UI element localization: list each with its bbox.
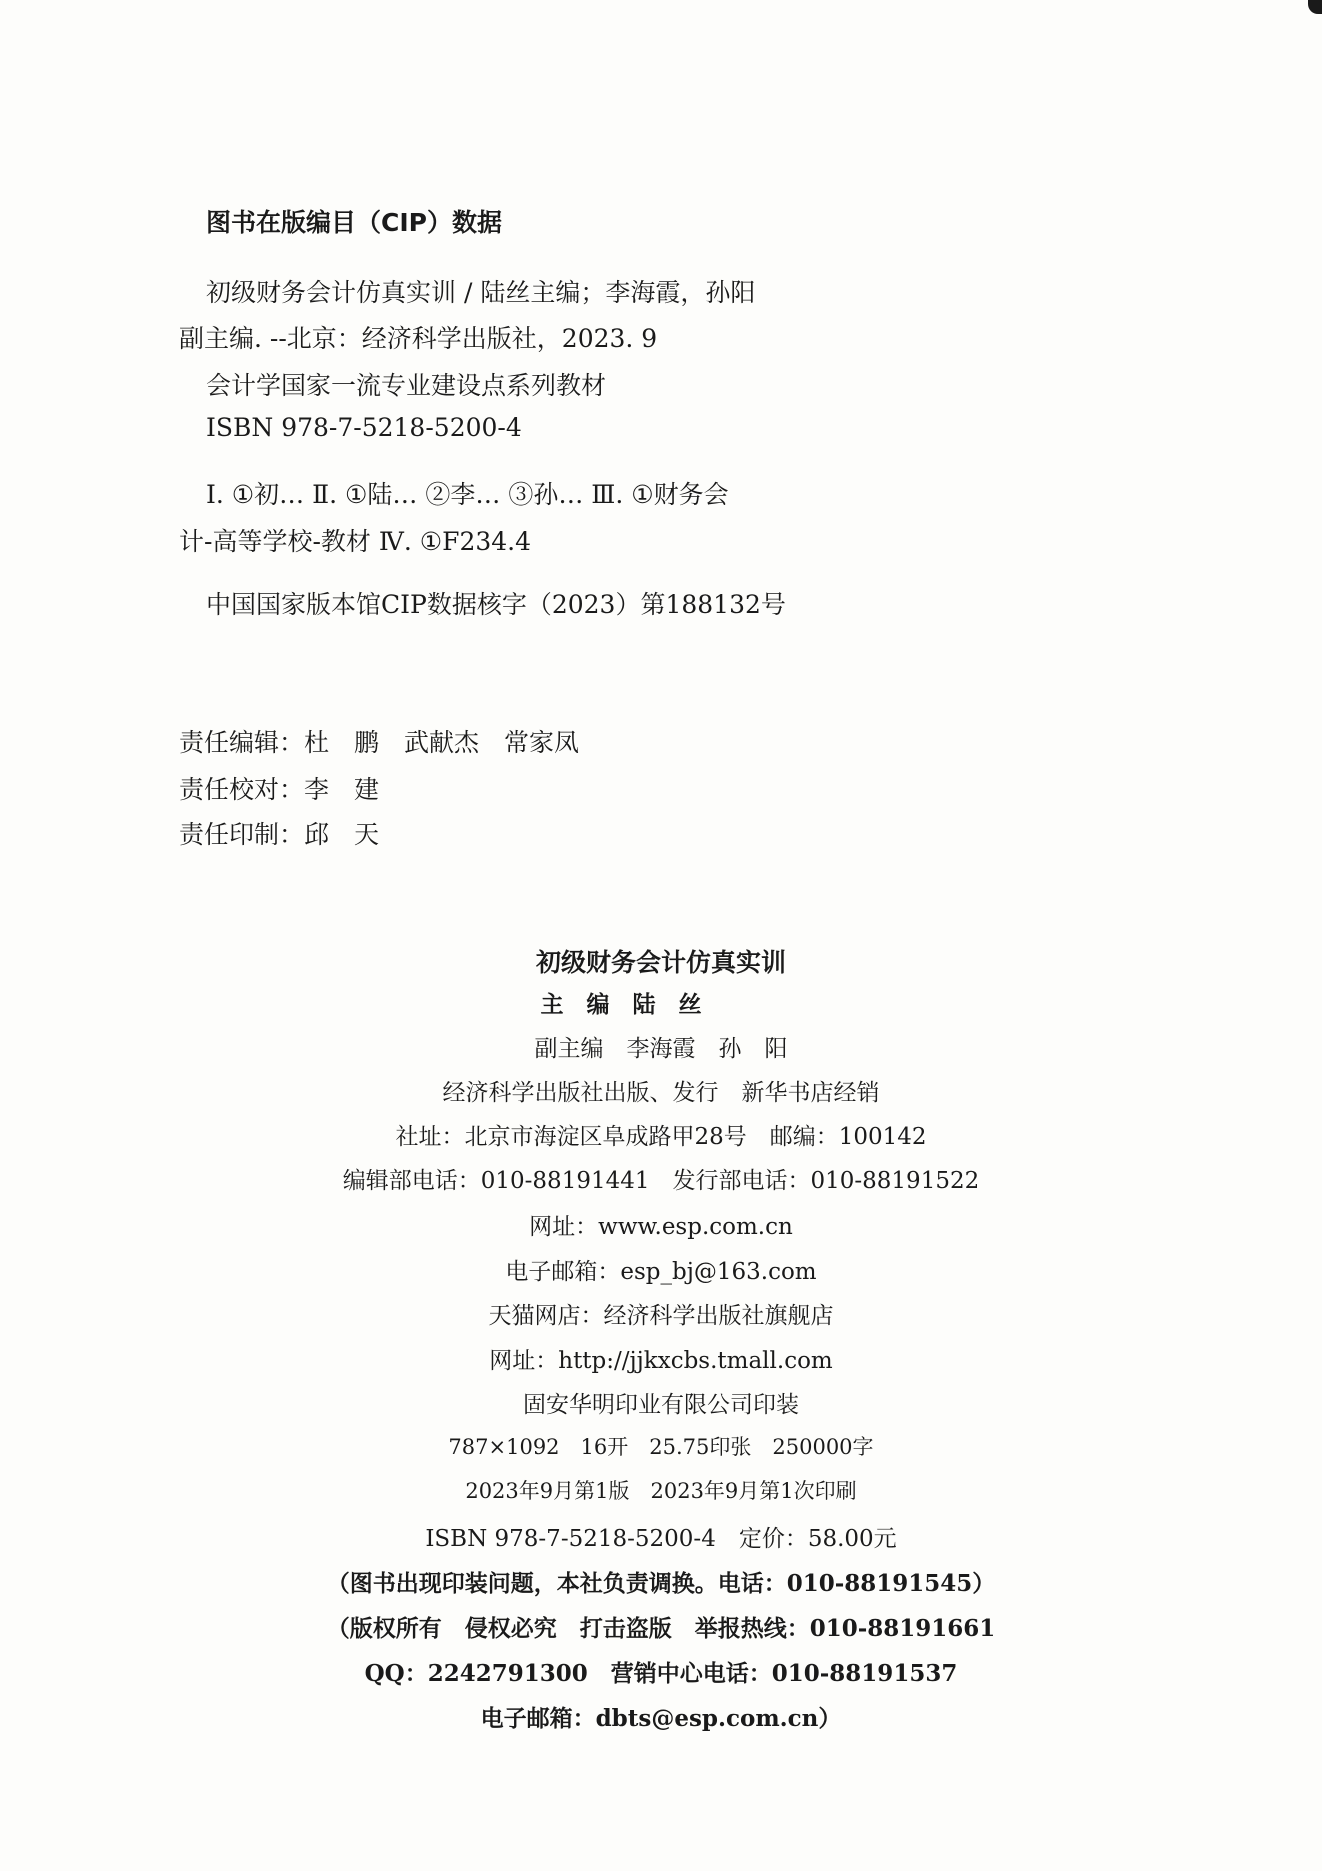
colophon-website: 网址：www.esp.com.cn (529, 1214, 793, 1240)
colophon-publisher: 经济科学出版社出版、发行 新华书店经销 (442, 1080, 880, 1106)
cip-line-title: 初级财务会计仿真实训 / 陆丝主编；李海霞，孙阳 (206, 278, 756, 307)
credit-editors: 责任编辑：杜 鹏 武献杰 常家凤 (179, 728, 580, 757)
colophon-format: 787×1092 16开 25.75印张 250000字 (448, 1435, 874, 1459)
colophon-notice-printing: （图书出现印装问题，本社负责调换。电话：010-88191545） (326, 1570, 996, 1597)
cip-heading: 图书在版编目（CIP）数据 (206, 208, 502, 237)
colophon-book-title: 初级财务会计仿真实训 (535, 948, 786, 977)
cip-line-isbn: ISBN 978-7-5218-5200-4 (206, 413, 522, 442)
colophon-notice-copyright: （版权所有 侵权必究 打击盗版 举报热线：010-88191661 (326, 1615, 996, 1642)
colophon-notice-email: 电子邮箱：dbts@esp.com.cn） (480, 1705, 842, 1732)
cip-line-subjects: Ⅰ. ①初… Ⅱ. ①陆… ②李… ③孙… Ⅲ. ①财务会 (206, 480, 729, 509)
colophon-chief-editor: 主 编 陆 丝 (540, 991, 702, 1018)
colophon-deputy-editors: 副主编 李海霞 孙 阳 (534, 1036, 788, 1062)
colophon-edition: 2023年9月第1版 2023年9月第1次印刷 (465, 1479, 857, 1503)
cip-line-series: 会计学国家一流专业建设点系列教材 (206, 371, 607, 400)
cip-line-subjects-cont: 计-高等学校-教材 Ⅳ. ①F234.4 (179, 527, 532, 556)
colophon-notice-qq: QQ：2242791300 营销中心电话：010-88191537 (364, 1660, 958, 1687)
cip-line-record-number: 中国国家版本馆CIP数据核字（2023）第188132号 (206, 590, 786, 619)
colophon-printer: 固安华明印业有限公司印装 (523, 1392, 799, 1418)
colophon-isbn-price: ISBN 978-7-5218-5200-4 定价：58.00元 (425, 1526, 897, 1552)
colophon-tmall-store: 天猫网店：经济科学出版社旗舰店 (488, 1303, 834, 1329)
credit-printing: 责任印制：邱 天 (179, 820, 380, 849)
colophon-tmall-url: 网址：http://jjkxcbs.tmall.com (489, 1348, 833, 1374)
colophon-phones: 编辑部电话：010-88191441 发行部电话：010-88191522 (342, 1168, 980, 1194)
cip-line-publisher: 副主编. --北京：经济科学出版社，2023. 9 (179, 324, 658, 353)
scan-edge-mark (1308, 0, 1322, 14)
credit-proofreader: 责任校对：李 建 (179, 775, 380, 804)
colophon-address: 社址：北京市海淀区阜成路甲28号 邮编：100142 (395, 1124, 927, 1150)
colophon-email: 电子邮箱：esp_bj@163.com (505, 1259, 817, 1285)
